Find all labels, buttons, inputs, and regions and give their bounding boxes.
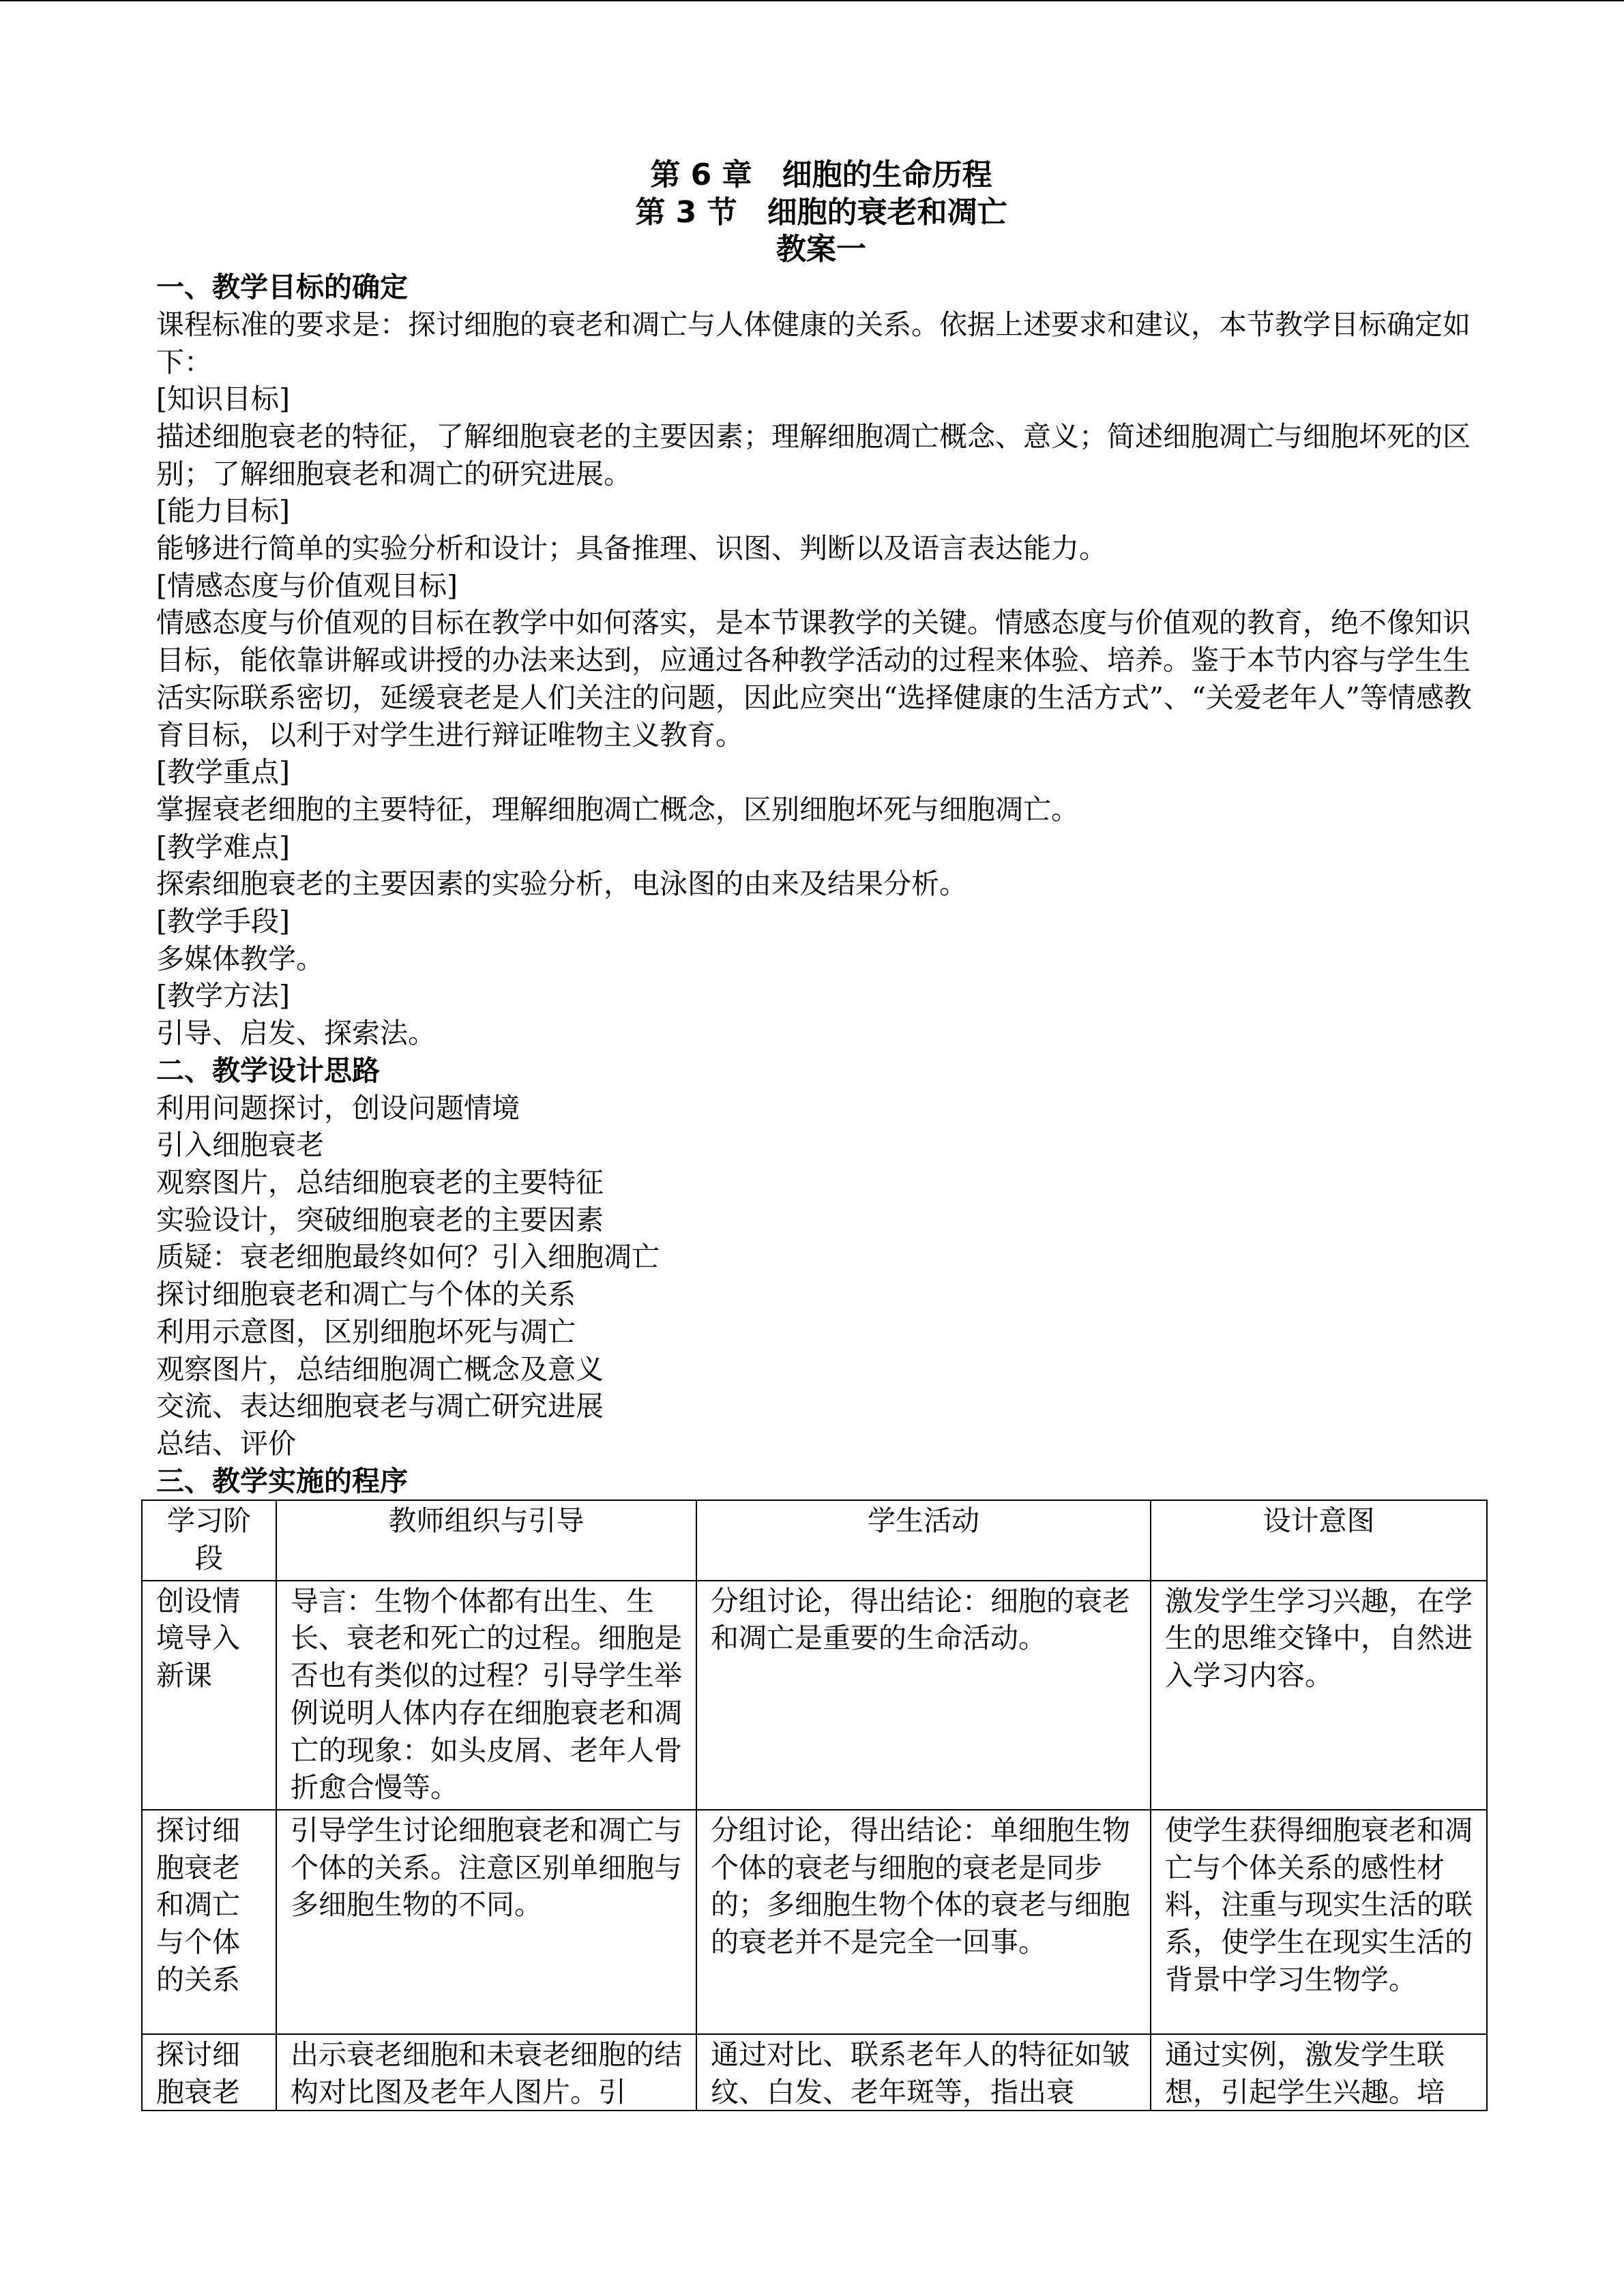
stage-cell: 创设情境导入新课 [142,1581,276,1810]
student-cell [696,2034,1151,2111]
emotion-label: [情感态度与价值观目标] [156,569,458,602]
column-header-student: 学生活动 [696,1500,1151,1580]
design-line: 探讨细胞衰老和凋亡与个体的关系 [156,1278,576,1311]
ability-label: [能力目标] [156,494,290,528]
teacher-cell: 导言：生物个体都有出生、生长、衰老和死亡的过程。细胞是否也有类似的过程？引导学生举例说明人体内存在细胞衰老和凋亡的现象：如头皮屑、老年人骨折愈合慢等。 [276,1581,696,1810]
part2-heading: 二、教学设计思路 [156,1054,380,1087]
knowledge-text: 描述细胞衰老的特征，了解细胞衰老的主要因素；理解细胞凋亡概念、意义；简述细胞凋亡与细胞坏死的区别；了解细胞衰老和凋亡的研究进展。 [156,419,1471,490]
design-line: 利用问题探讨，创设问题情境 [156,1091,520,1124]
intent-cell: 使学生获得细胞衰老和凋亡与个体关系的感性材料，注重与现实生活的联系，使学生在现实生活的背景中学习生物学。 [1151,1810,1487,2034]
method-label: [教学方法] [156,979,290,1013]
difficulty-text: 探索细胞衰老的主要因素的实验分析，电泳图的由来及结果分析。 [156,867,967,901]
column-header-teacher: 教师组织与引导 [276,1500,696,1580]
key-point-label: [教学重点] [156,756,290,789]
intent-cell-text: 通过实例，激发学生联想，引起学生兴趣。培 [1165,2038,1445,2107]
table-row [142,2034,1487,2111]
part1-heading: 一、教学目标的确定 [156,271,408,304]
design-line: 交流、表达细胞衰老与凋亡研究进展 [156,1390,604,1423]
section-title: 第 3 节 细胞的衰老和凋亡 [635,194,1007,230]
design-line: 质疑：衰老细胞最终如何？引入细胞凋亡 [156,1240,660,1274]
design-line: 观察图片，总结细胞衰老的主要特征 [156,1165,604,1199]
ability-text: 能够进行简单的实验分析和设计；具备推理、识图、判断以及语言表达能力。 [156,532,1107,565]
design-line: 总结、评价 [156,1427,296,1460]
key-point-text: 掌握衰老细胞的主要特征，理解细胞凋亡概念，区别细胞坏死与细胞凋亡。 [156,792,1079,826]
design-line: 利用示意图，区别细胞坏死与凋亡 [156,1315,576,1348]
student-cell: 分组讨论，得出结论：单细胞生物个体的衰老与细胞的衰老是同步的；多细胞生物个体的衰老与细胞的衰老并不是完全一回事。 [696,1810,1151,2034]
chapter-title: 第 6 章 细胞的生命历程 [650,158,992,192]
intent-cell: 激发学生学习兴趣，在学生的思维交锋中，自然进入学习内容。 [1151,1581,1487,1810]
column-header-stage: 学习阶段 [142,1500,276,1580]
student-cell-text: 通过对比、联系老年人的特征如皱纹、白发、老年斑等，指出衰 [711,2038,1130,2107]
emotion-text: 情感态度与价值观的目标在教学中如何落实，是本节课教学的关键。情感态度与价值观的教育，绝不像知识目标，能依靠讲解或讲授的办法来达到，应通过各种教学活动的过程来体验、培养。鉴于本节内容与学生生活实际联系密切，延缓衰老是人们关注的问题，因此应突出“选择健康的生活方式”、“关爱老年人”等情感教育目标，以利于对学生进行辩证唯物主义教育。 [156,606,1472,751]
stage-cell-text: 探讨细胞衰老 [156,2038,240,2107]
student-cell: 分组讨论，得出结论：细胞的衰老和凋亡是重要的生命活动。 [696,1581,1151,1810]
column-header-intent: 设计意图 [1151,1500,1487,1580]
part3-heading: 三、教学实施的程序 [156,1464,408,1497]
stage-cell: 探讨细胞衰老和凋亡与个体的关系 [142,1810,276,2034]
document-content [156,157,1486,2111]
means-label: [教学手段] [156,905,290,938]
teacher-cell: 引导学生讨论细胞衰老和凋亡与个体的关系。注意区别单细胞与多细胞生物的不同。 [276,1810,696,2034]
table-row [142,1581,1487,1810]
plan-title: 教案一 [776,232,866,267]
method-text: 引导、启发、探索法。 [156,1017,436,1050]
teacher-cell [276,2034,696,2111]
table-header-row [142,1500,1487,1580]
design-line: 引入细胞衰老 [156,1129,324,1162]
design-line: 实验设计，突破细胞衰老的主要因素 [156,1203,604,1236]
intent-cell [1151,2034,1487,2111]
design-line: 观察图片，总结细胞凋亡概念及意义 [156,1352,604,1386]
difficulty-label: [教学难点] [156,830,290,863]
curriculum-intro: 课程标准的要求是：探讨细胞的衰老和凋亡与人体健康的关系。依据上述要求和建议，本节教学目标确定如下： [156,308,1471,378]
procedure-table [141,1500,1488,2111]
teacher-cell-text: 出示衰老细胞和未衰老细胞的结构对比图及老年人图片。引 [291,2038,682,2107]
means-text: 多媒体教学。 [156,942,324,975]
table-row [142,1810,1487,2034]
knowledge-label: [知识目标] [156,383,290,416]
stage-cell [142,2034,276,2111]
